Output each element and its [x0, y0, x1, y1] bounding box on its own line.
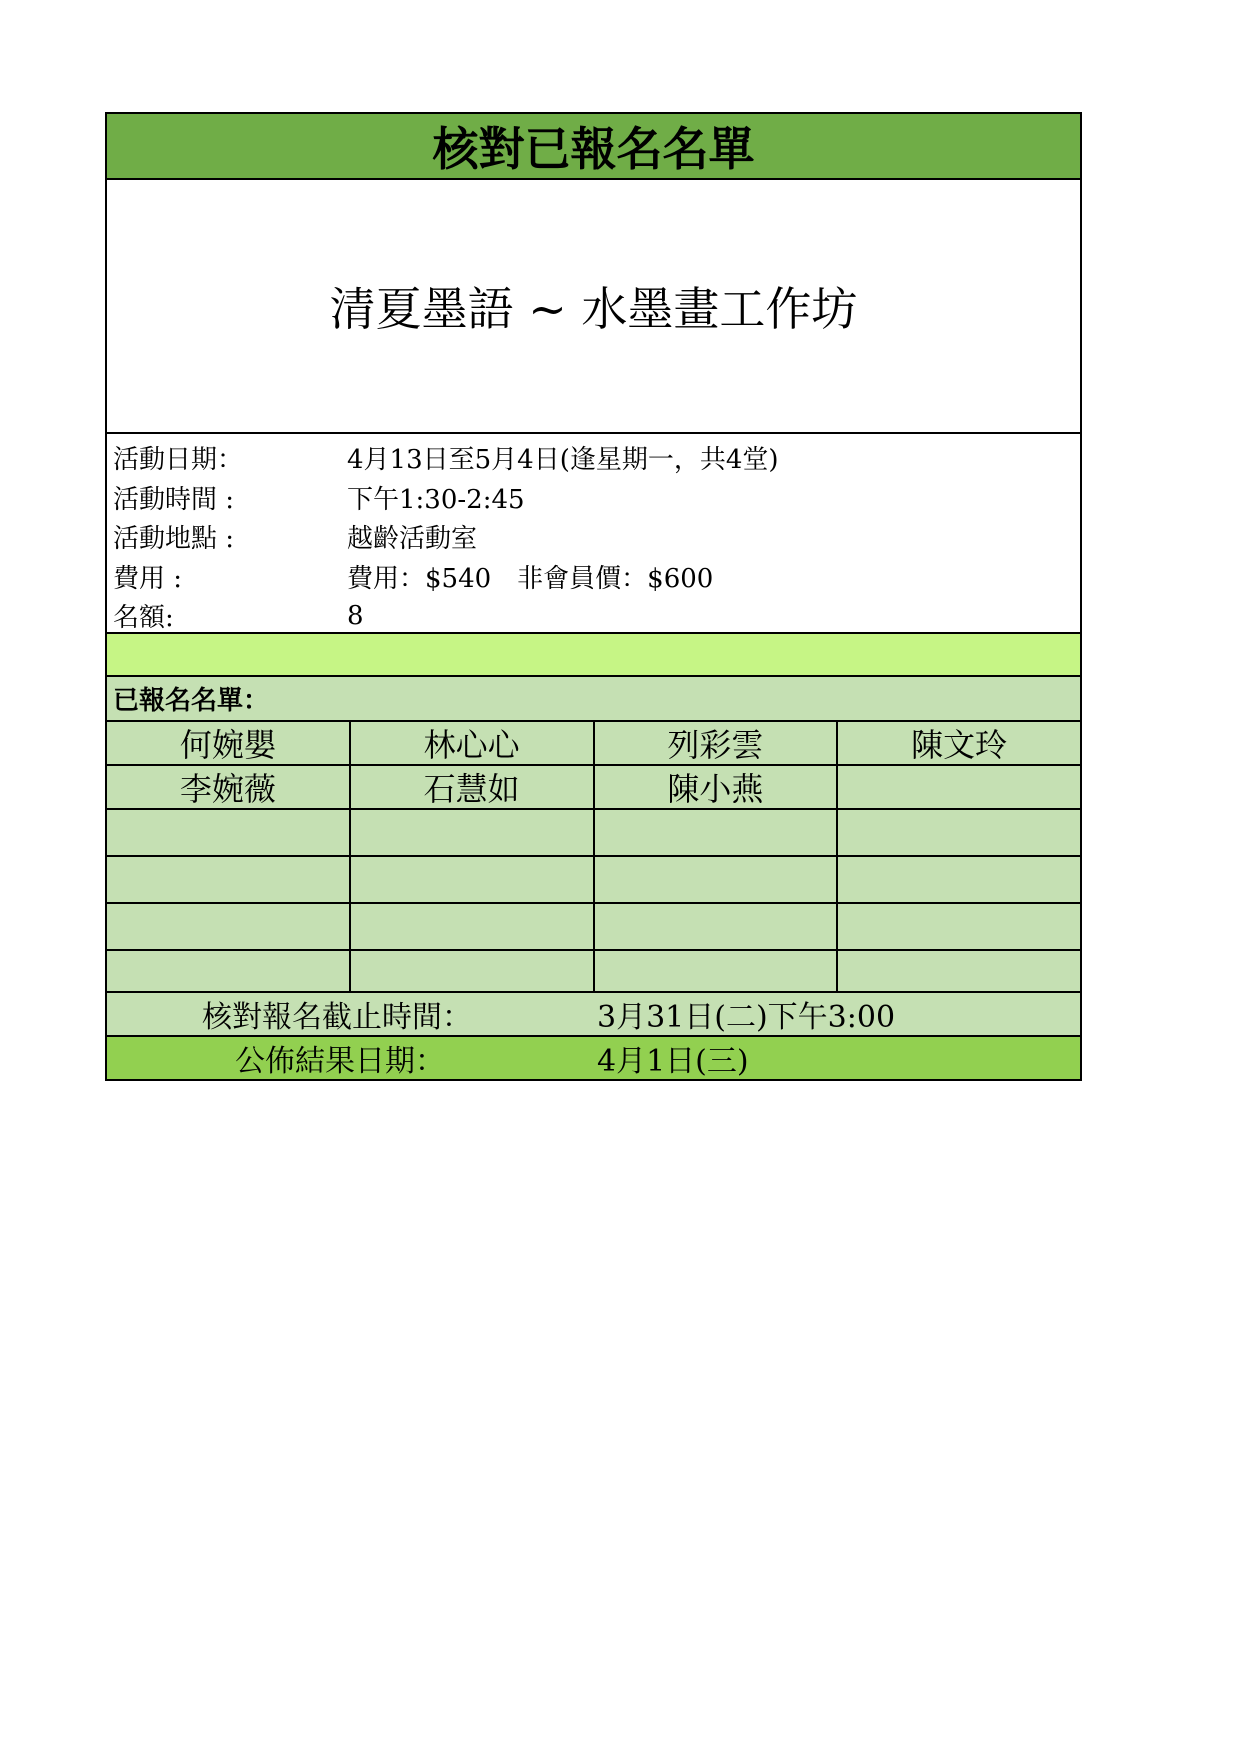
detail-value: 費用：$540 非會員價：$600: [347, 563, 714, 594]
registrant-cell: 陳文玲: [911, 726, 1008, 764]
registrant-cell: [351, 904, 595, 949]
detail-value: 8: [347, 600, 364, 631]
announcement-label: 公佈結果日期：: [235, 1044, 445, 1079]
detail-value: 4月13日至5月4日(逢星期一，共4堂): [347, 445, 779, 476]
registrant-cell: [595, 951, 839, 991]
registrant-cell: 石慧如: [351, 766, 595, 808]
announcement-value: 4月1日(三): [597, 1044, 749, 1079]
registrant-cell: [595, 810, 839, 855]
event-details: [105, 434, 1082, 634]
registrant-cell: [838, 857, 1080, 902]
registrant-cell: 林心心: [351, 722, 595, 764]
detail-label: 費用 :: [113, 563, 183, 594]
table-row: [107, 810, 1080, 857]
registrant-cell: [838, 766, 1080, 808]
registrant-cell: [838, 904, 1080, 949]
detail-time: [107, 478, 1080, 518]
registrant-cell: [107, 810, 351, 855]
registrant-cell: [595, 857, 839, 902]
registrant-list-heading: 已報名名單：: [105, 677, 1082, 722]
registrant-cell: 列彩雲: [595, 722, 839, 764]
announcement-row: [105, 1037, 1082, 1081]
registrant-cell: 何婉嬰: [107, 722, 351, 764]
table-row: [107, 722, 1080, 766]
registrant-cell: [351, 951, 595, 991]
sheet-title: 核對已報名名單: [105, 112, 1082, 180]
registrant-cell: [838, 951, 1080, 991]
detail-label: 活動時間 :: [113, 484, 235, 515]
detail-label: 名額:: [113, 603, 174, 634]
table-row: [107, 857, 1080, 904]
event-name: 清夏墨語 ~ 水墨畫工作坊: [105, 180, 1082, 434]
registrant-cell: [838, 810, 1080, 855]
detail-quota: [107, 596, 1080, 636]
detail-date: [107, 438, 1080, 478]
detail-label: 活動地點 :: [113, 524, 235, 555]
registration-sheet: [105, 112, 1082, 1081]
registrant-cell: [107, 951, 351, 991]
registrant-cell: [351, 810, 595, 855]
registrant-cell: [107, 904, 351, 949]
deadline-value: 3月31日(二)下午3:00: [597, 1000, 896, 1035]
spacer-bar: [105, 634, 1082, 677]
deadline-label: 核對報名截止時間：: [202, 1000, 472, 1035]
detail-value: 越齡活動室: [347, 524, 478, 555]
registrant-cell: 李婉薇: [107, 766, 351, 808]
detail-label: 活動日期：: [113, 445, 244, 476]
table-row: [107, 904, 1080, 951]
registrant-cell: [107, 857, 351, 902]
registrant-cell: [351, 857, 595, 902]
registrant-cell: [595, 904, 839, 949]
registrant-grid: [105, 722, 1082, 993]
detail-venue: [107, 517, 1080, 557]
table-row: [107, 766, 1080, 810]
detail-value: 下午1:30-2:45: [347, 484, 525, 515]
table-row: [107, 951, 1080, 993]
registrant-cell: 陳小燕: [595, 766, 839, 808]
deadline-row: [105, 993, 1082, 1037]
detail-fee: [107, 557, 1080, 597]
